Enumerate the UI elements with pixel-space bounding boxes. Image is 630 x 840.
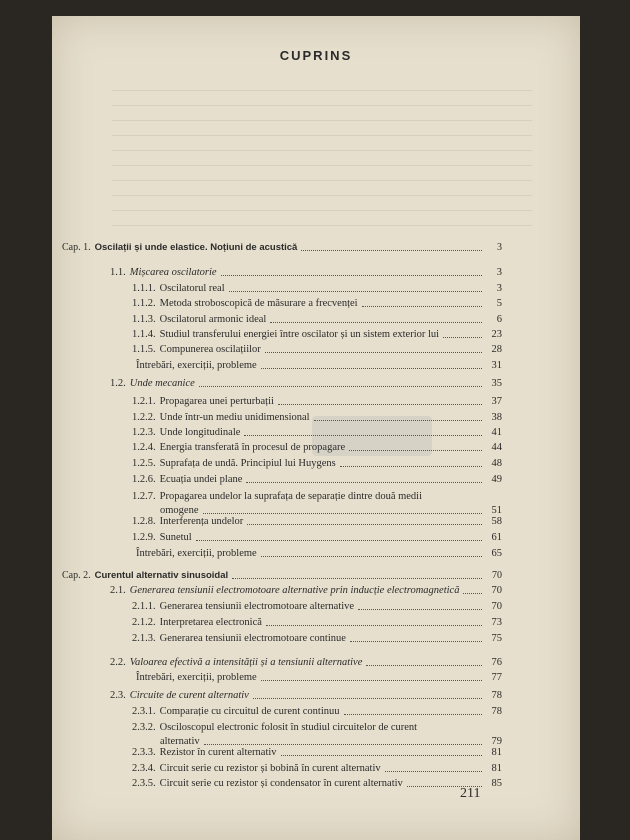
toc-entry	[132, 427, 502, 439]
toc-entry	[132, 474, 502, 486]
toc-entry-number: 2.3.5.	[132, 778, 156, 789]
toc-entry-page: 78	[491, 690, 502, 701]
toc-entry	[132, 633, 502, 645]
toc-entry-page: 48	[491, 458, 502, 469]
toc-entry-number: Cap. 2.	[62, 570, 91, 581]
toc-entry-number: 2.3.4.	[132, 763, 156, 774]
leader-dots	[244, 435, 482, 436]
toc-entry-page: 70	[491, 601, 502, 612]
toc-entry-title: Mișcarea oscilatorie	[129, 267, 217, 278]
toc-entry-title: Propagarea undelor la suprafața de separație dintre două medii	[159, 491, 423, 502]
leader-dots	[358, 609, 482, 610]
toc-entry	[110, 585, 502, 597]
leader-dots	[350, 641, 482, 642]
toc-entry	[110, 378, 502, 390]
toc-entry-title: Suprafața de undă. Principiul lui Huygens	[159, 458, 336, 469]
toc-entry-title: Generarea tensiunii electromotoare alternative	[159, 601, 355, 612]
toc-entry-number: 1.1.1.	[132, 283, 156, 294]
toc-entry-page: 77	[491, 672, 502, 683]
toc-entry-page: 85	[491, 778, 502, 789]
toc-entry-number: 1.1.4.	[132, 329, 156, 340]
toc-entry-page: 3	[496, 283, 502, 294]
toc-entry	[132, 314, 502, 326]
toc-entry-title: Interferența undelor	[159, 516, 244, 527]
leader-dots	[266, 625, 482, 626]
toc-entry-number: 2.2.	[110, 657, 126, 668]
toc-entry	[110, 657, 502, 669]
toc-entry-number: 2.1.	[110, 585, 126, 596]
toc-entry-page: 23	[491, 329, 502, 340]
toc-entry-number: 2.1.1.	[132, 601, 156, 612]
toc-entry-number: 1.2.5.	[132, 458, 156, 469]
toc-entry-title: Circuit serie cu rezistor și condensator în curent alternativ	[159, 778, 403, 789]
toc-entry	[132, 329, 502, 341]
toc-entry	[132, 412, 502, 424]
toc-entry-title: Unde într-un mediu unidimensional	[159, 412, 310, 423]
toc-entry-page: 5	[496, 298, 502, 309]
leader-dots	[204, 744, 482, 745]
leader-dots	[340, 466, 482, 467]
toc-entry-page: 58	[491, 516, 502, 527]
toc-entry-number: 1.1.	[110, 267, 126, 278]
table-of-contents	[52, 228, 580, 788]
leader-dots	[278, 404, 482, 405]
leader-dots	[270, 322, 482, 323]
toc-entry-title: Întrebări, exerciții, probleme	[136, 672, 257, 683]
toc-entry-page: 28	[491, 344, 502, 355]
toc-entry-title: Metoda stroboscopică de măsurare a frecvenței	[159, 298, 358, 309]
toc-entry-number: 2.3.3.	[132, 747, 156, 758]
toc-entry-page: 44	[491, 442, 502, 453]
toc-entry-number: Cap. 1.	[62, 242, 91, 253]
toc-entry-title: Comparație cu circuitul de curent continuu	[159, 706, 340, 717]
toc-entry-page: 73	[491, 617, 502, 628]
toc-entry-title: Generarea tensiunii electromotoare continue	[159, 633, 346, 644]
toc-entry-number: 2.1.3.	[132, 633, 156, 644]
leader-dots	[314, 420, 482, 421]
leader-dots	[301, 250, 482, 251]
leader-dots	[443, 337, 482, 338]
leader-dots	[463, 593, 482, 594]
toc-entry-page: 76	[491, 657, 502, 668]
toc-entry-page: 41	[491, 427, 502, 438]
toc-entry-title: Valoarea efectivă a intensității și a tensiunii alternative	[129, 657, 363, 668]
leader-dots	[229, 291, 482, 292]
toc-entry-title: Circuite de curent alternativ	[129, 690, 249, 701]
toc-entry	[132, 516, 502, 528]
toc-entry-title: Oscilatorul armonic ideal	[159, 314, 267, 325]
toc-entry-page: 6	[496, 314, 502, 325]
toc-entry	[110, 690, 502, 702]
toc-entry-page: 35	[491, 378, 502, 389]
page-title: CUPRINS	[279, 48, 353, 63]
toc-entry	[132, 458, 502, 470]
toc-entry	[132, 298, 502, 310]
toc-entry-number: 1.1.2.	[132, 298, 156, 309]
toc-entry	[132, 747, 502, 759]
toc-entry-title: Generarea tensiunii electromotoare alternative prin inducție electromagnetică	[129, 585, 460, 596]
toc-entry-page: 81	[491, 747, 502, 758]
toc-entry-page: 70	[491, 585, 502, 596]
leader-dots	[199, 386, 482, 387]
book-page	[52, 16, 580, 840]
toc-entry-title: Studiul transferului energiei între oscilator și un sistem exterior lui	[159, 329, 440, 340]
toc-entry	[132, 442, 502, 454]
toc-entry-page: 38	[491, 412, 502, 423]
leader-dots	[253, 698, 482, 699]
toc-entry-title: Compunerea oscilațiilor	[159, 344, 261, 355]
toc-entry	[132, 763, 502, 775]
toc-entry-title: Sunetul	[159, 532, 192, 543]
toc-entry-title-continued: alternativ	[160, 736, 200, 747]
toc-entry	[132, 283, 502, 295]
toc-entry	[132, 532, 502, 544]
toc-entry-number: 1.1.3.	[132, 314, 156, 325]
leader-dots	[349, 450, 482, 451]
toc-entry-number: 1.2.6.	[132, 474, 156, 485]
toc-entry	[62, 242, 502, 254]
toc-entry-title: Ecuația undei plane	[159, 474, 243, 485]
toc-entry-title: Oscilații și unde elastice. Noțiuni de acustică	[94, 242, 298, 253]
toc-entry-page: 75	[491, 633, 502, 644]
leader-dots	[203, 513, 483, 514]
leader-dots	[247, 524, 482, 525]
toc-entry-page: 70	[492, 570, 502, 581]
bleed-through-text	[112, 76, 532, 226]
toc-entry-title: Unde longitudinale	[159, 427, 241, 438]
toc-entry-title: Interpretarea electronică	[159, 617, 262, 628]
page-number: 211	[460, 786, 481, 801]
toc-entry-number: 1.2.2.	[132, 412, 156, 423]
toc-entry-page: 79	[491, 736, 502, 747]
leader-dots	[265, 352, 482, 353]
toc-entry-title: Oscilatorul real	[159, 283, 225, 294]
toc-entry	[110, 267, 502, 279]
leader-dots	[232, 578, 482, 579]
toc-entry	[132, 396, 502, 408]
toc-entry-number: 1.2.7.	[132, 491, 156, 502]
leader-dots	[281, 755, 482, 756]
toc-entry-title-continued: omogene	[160, 505, 199, 516]
toc-entry-page: 81	[491, 763, 502, 774]
toc-entry-title: Propagarea unei perturbații	[159, 396, 274, 407]
toc-entry	[132, 601, 502, 613]
toc-entry-page: 3	[497, 242, 502, 253]
toc-entry-number: 1.2.4.	[132, 442, 156, 453]
toc-entry-page: 31	[491, 360, 502, 371]
toc-entry	[132, 491, 502, 503]
leader-dots	[385, 771, 482, 772]
leader-dots	[362, 306, 482, 307]
leader-dots	[196, 540, 482, 541]
leader-dots	[221, 275, 482, 276]
toc-entry-page: 3	[496, 267, 502, 278]
toc-entry-number: 1.2.9.	[132, 532, 156, 543]
toc-entry	[132, 360, 502, 372]
toc-entry-page: 49	[491, 474, 502, 485]
leader-dots	[261, 368, 482, 369]
toc-entry	[132, 548, 502, 560]
toc-entry-title: Energia transferată în procesul de propagare	[159, 442, 346, 453]
toc-entry-number: 1.2.8.	[132, 516, 156, 527]
toc-entry-page: 61	[491, 532, 502, 543]
toc-entry-number: 1.2.1.	[132, 396, 156, 407]
toc-entry-number: 1.2.	[110, 378, 126, 389]
toc-entry-page: 78	[491, 706, 502, 717]
toc-entry-title: Circuit serie cu rezistor și bobină în curent alternativ	[159, 763, 381, 774]
toc-entry-page: 51	[491, 505, 502, 516]
toc-entry-title: Întrebări, exerciții, probleme	[136, 548, 257, 559]
toc-entry-title: Osciloscopul electronic folosit în studiul circuitelor de curent	[159, 722, 418, 733]
toc-entry	[132, 617, 502, 629]
toc-entry-title: Curentul alternativ sinusoidal	[94, 570, 229, 581]
toc-entry	[132, 344, 502, 356]
toc-entry	[132, 722, 502, 734]
toc-entry-number: 2.1.2.	[132, 617, 156, 628]
leader-dots	[344, 714, 482, 715]
leader-dots	[261, 680, 482, 681]
toc-entry-title: Întrebări, exerciții, probleme	[136, 360, 257, 371]
toc-entry	[62, 570, 502, 582]
toc-entry-number: 2.3.2.	[132, 722, 156, 733]
toc-entry-number: 2.3.	[110, 690, 126, 701]
toc-entry-page: 37	[491, 396, 502, 407]
toc-entry-number: 2.3.1.	[132, 706, 156, 717]
toc-entry	[132, 778, 502, 790]
toc-entry-title: Rezistor în curent alternativ	[159, 747, 277, 758]
toc-entry-page: 65	[491, 548, 502, 559]
toc-entry	[132, 706, 502, 718]
toc-entry-number: 1.2.3.	[132, 427, 156, 438]
leader-dots	[261, 556, 482, 557]
leader-dots	[246, 482, 482, 483]
toc-entry-title: Unde mecanice	[129, 378, 195, 389]
toc-entry-number: 1.1.5.	[132, 344, 156, 355]
leader-dots	[366, 665, 482, 666]
toc-entry	[132, 672, 502, 684]
